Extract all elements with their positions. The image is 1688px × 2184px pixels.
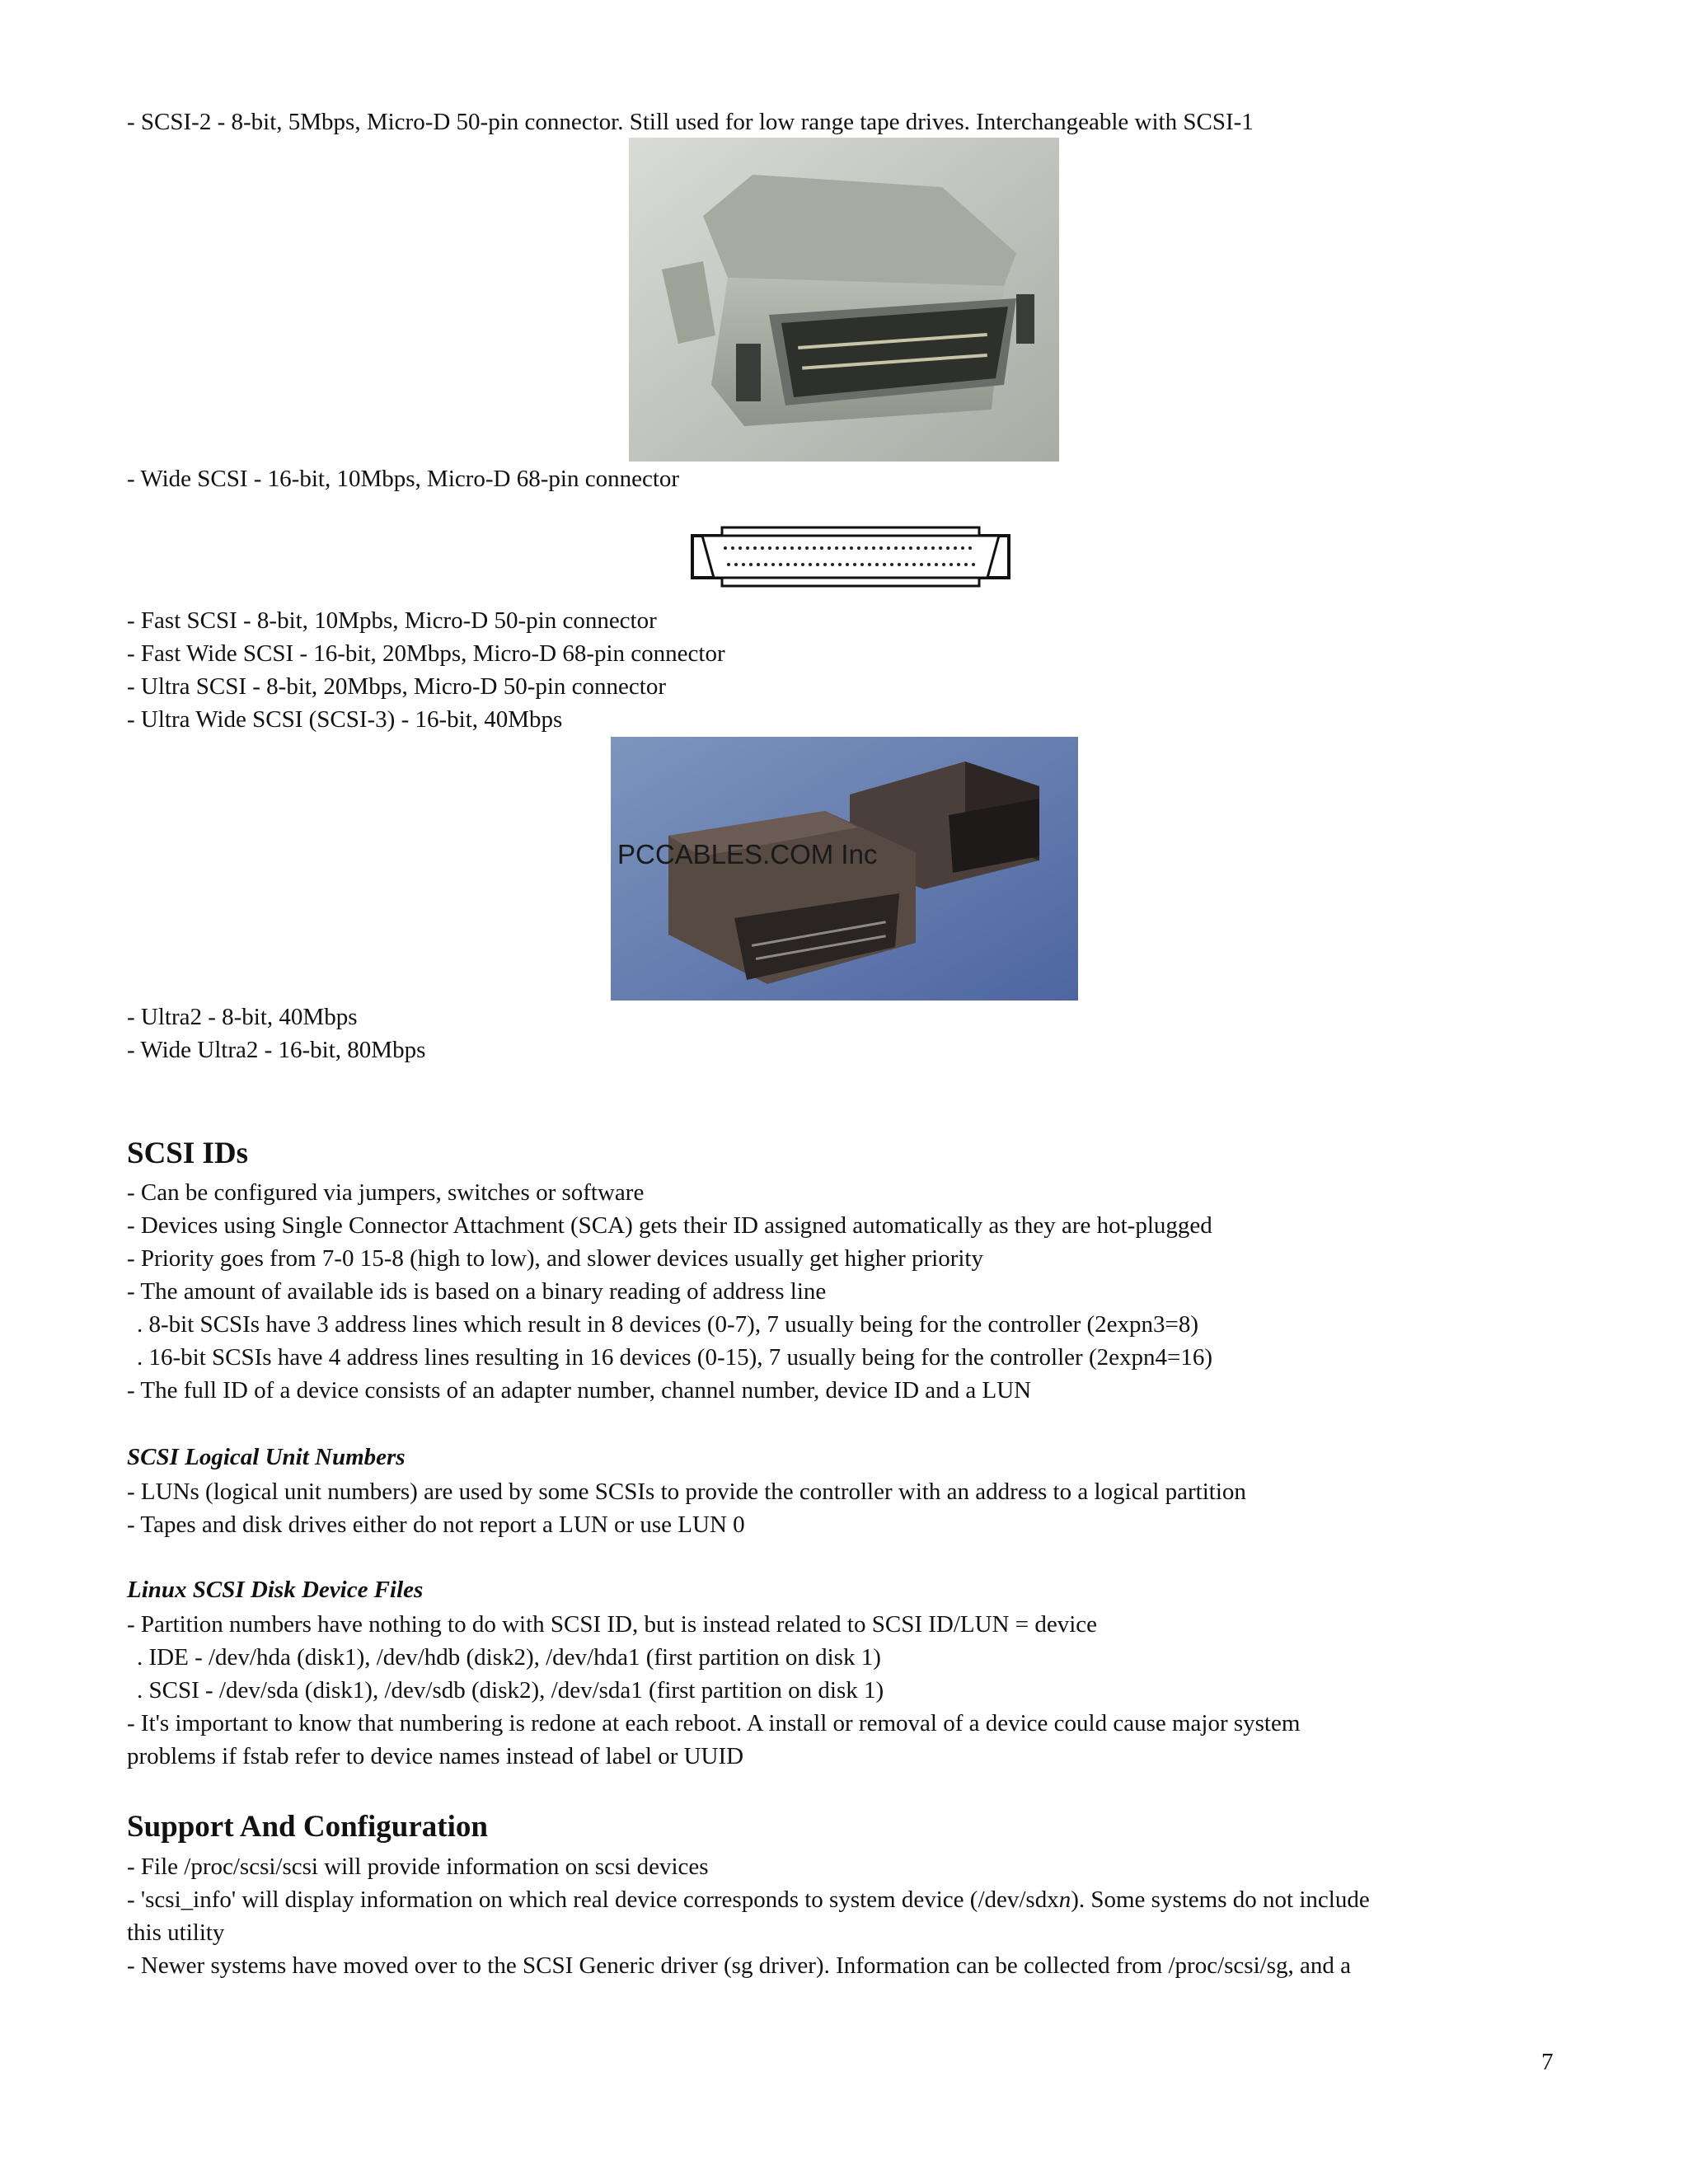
text-line: - Ultra SCSI - 8-bit, 20Mbps, Micro-D 50-pin connector xyxy=(127,673,667,700)
text-line: - Newer systems have moved over to the SCSI Generic driver (sg driver). Information can be collected from /proc/scsi/sg, and a xyxy=(127,1952,1351,1979)
text-line: - Priority goes from 7-0 15-8 (high to low), and slower devices usually get higher priority xyxy=(127,1245,983,1272)
text-line: - LUNs (logical unit numbers) are used by some SCSIs to provide the controller with an address to a logical partition xyxy=(127,1479,1246,1505)
scsi2-connector-photo xyxy=(629,138,1059,462)
text-line: - File /proc/scsi/scsi will provide information on scsi devices xyxy=(127,1854,709,1880)
wide-scsi-68pin-diagram xyxy=(691,526,1010,588)
text-line: - Fast SCSI - 8-bit, 10Mpbs, Micro-D 50-pin connector xyxy=(127,607,657,634)
text-line: - Tapes and disk drives either do not report a LUN or use LUN 0 xyxy=(127,1511,745,1538)
section-heading-support: Support And Configuration xyxy=(127,1810,488,1844)
text-run: - 'scsi_info' will display information on which real device corresponds to system device (/dev/sdx xyxy=(127,1886,1059,1913)
text-line: . 16-bit SCSIs have 4 address lines resulting in 16 devices (0-15), 7 usually being for the controller (2expn4=16) xyxy=(137,1344,1212,1371)
text-line: - The full ID of a device consists of an adapter number, channel number, device ID and a LUN xyxy=(127,1377,1032,1404)
text-line xyxy=(127,1883,1370,1916)
text-line: - SCSI-2 - 8-bit, 5Mbps, Micro-D 50-pin connector. Still used for low range tape drives. Interchangeable with SCSI-1 xyxy=(127,109,1254,135)
text-line: - Devices using Single Connector Attachment (SCA) gets their ID assigned automatically as they are hot-plugged xyxy=(127,1212,1212,1239)
section-heading-scsi-ids: SCSI IDs xyxy=(127,1137,249,1170)
text-line: - The amount of available ids is based on a binary reading of address line xyxy=(127,1278,827,1305)
italic-variable: n xyxy=(1058,1886,1071,1913)
text-run: ). Some systems do not include xyxy=(1071,1886,1370,1913)
text-line: - It's important to know that numbering is redone at each reboot. A install or removal of a device could cause major system xyxy=(127,1710,1301,1736)
text-line: - Ultra2 - 8-bit, 40Mbps xyxy=(127,1004,358,1030)
text-line: - Ultra Wide SCSI (SCSI-3) - 16-bit, 40Mbps xyxy=(127,706,563,733)
text-line: - Fast Wide SCSI - 16-bit, 20Mbps, Micro-D 68-pin connector xyxy=(127,640,725,667)
subsection-heading-linux-device-files: Linux SCSI Disk Device Files xyxy=(127,1577,424,1603)
text-line: . SCSI - /dev/sda (disk1), /dev/sdb (disk2), /dev/sda1 (first partition on disk 1) xyxy=(137,1677,884,1704)
ultra-wide-connectors-photo xyxy=(611,737,1078,1001)
text-line: - Can be configured via jumpers, switches or software xyxy=(127,1179,645,1206)
text-line: problems if fstab refer to device names instead of label or UUID xyxy=(127,1743,744,1769)
page-number: 7 xyxy=(1541,2049,1554,2075)
text-line: - Wide Ultra2 - 16-bit, 80Mbps xyxy=(127,1037,426,1063)
text-line: - Wide SCSI - 16-bit, 10Mbps, Micro-D 68-pin connector xyxy=(127,466,680,492)
text-line: this utility xyxy=(127,1919,225,1946)
subsection-heading-lun: SCSI Logical Unit Numbers xyxy=(127,1444,406,1470)
text-line: . IDE - /dev/hda (disk1), /dev/hdb (disk2), /dev/hda1 (first partition on disk 1) xyxy=(137,1644,881,1671)
text-line: . 8-bit SCSIs have 3 address lines which result in 8 devices (0-7), 7 usually being for the controller (2expn3=8) xyxy=(137,1311,1199,1338)
text-line: - Partition numbers have nothing to do with SCSI ID, but is instead related to SCSI ID/LUN = device xyxy=(127,1611,1098,1638)
photo-watermark-text: PCCABLES.COM Inc xyxy=(617,839,878,869)
